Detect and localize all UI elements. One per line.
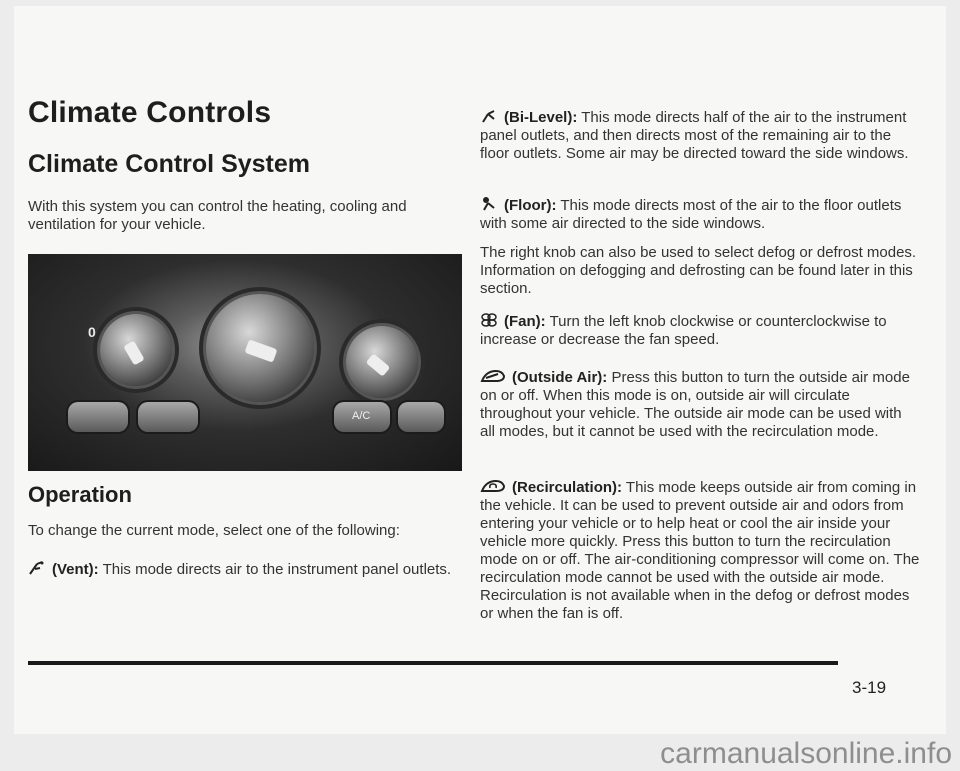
vent-icon (28, 560, 46, 576)
outside-air-button (68, 402, 128, 432)
control-term: (Fan): (504, 313, 546, 330)
rear-defog-button (398, 402, 444, 432)
mode-bilevel (480, 108, 920, 163)
fan-off-label: 0 (88, 324, 96, 340)
control-text: Press this button to turn the outside air mode on or off. When this mode is on, outside air will circulate throughout your vehicle. The outside air mode can be used with all modes, but it cannot be used with the recirculation mode. (480, 369, 910, 440)
operation-title: Operation (28, 482, 132, 507)
control-term: (Outside Air): (512, 369, 608, 386)
control-term: (Recirculation): (512, 479, 623, 496)
watermark-text: carmanualsonline.info (660, 737, 952, 770)
recirculation-button (138, 402, 198, 432)
bilevel-icon (480, 108, 498, 124)
footer-rule (28, 661, 838, 665)
control-recirculation (480, 478, 920, 623)
mode-vent (28, 560, 458, 579)
page-number: 3-19 (852, 678, 887, 697)
section-title: Climate Control System (28, 150, 311, 178)
control-text: This mode keeps outside air from coming in the vehicle. It can be used to prevent outside air and odors from entering your vehicle or to help heat or cool the air inside your vehicle more quickly. Press this button to turn the recirculation mode on or off. The air-conditioning compressor will come on. The recirculation mode cannot be used with the outside air mode. Recirculation is not available when in the defog or defrost modes or when the fan is off. (480, 479, 920, 622)
mode-text: This mode directs air to the instrument panel outlets. (102, 561, 452, 578)
defog-note: The right knob can also be used to select defog or defrost modes. Information on defogging and defrosting can be found later in this section. (480, 244, 917, 297)
recirculation-icon (480, 478, 506, 494)
climate-control-panel-photo (28, 254, 462, 471)
fan-icon (480, 312, 498, 328)
mode-term: (Bi-Level): (504, 109, 578, 126)
outside-air-icon (480, 368, 506, 384)
control-text: Turn the left knob clockwise or counterclockwise to increase or decrease the fan speed. (480, 313, 887, 348)
floor-icon (480, 196, 498, 212)
mode-text: This mode directs most of the air to the floor outlets with some air directed to the side windows. (480, 197, 902, 232)
mode-term: (Vent): (52, 561, 99, 578)
mode-term: (Floor): (504, 197, 557, 214)
intro-text: With this system you can control the heating, cooling and ventilation for your vehicle. (28, 198, 407, 233)
operation-intro: To change the current mode, select one of the following: (28, 522, 400, 539)
control-fan (480, 312, 920, 349)
mode-floor (480, 196, 920, 233)
control-outside-air (480, 368, 920, 441)
ac-button (334, 402, 390, 432)
page-title: Climate Controls (28, 96, 272, 129)
ac-label: A/C (352, 410, 371, 422)
mode-text: This mode directs half of the air to the instrument panel outlets, and then directs most of the remaining air to the floor outlets. Some air may be directed toward the side windows. (480, 109, 909, 162)
